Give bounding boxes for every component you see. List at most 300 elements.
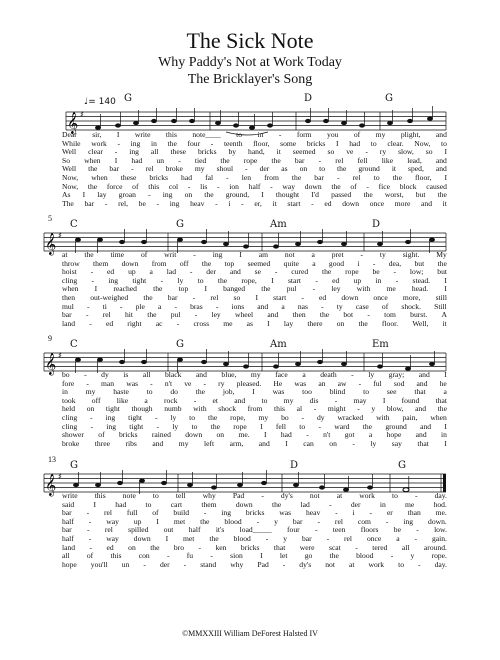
lyric-syllable: -	[90, 421, 93, 431]
lyric-syllable: when	[62, 284, 79, 294]
lyric-syllable: A	[441, 310, 447, 320]
lyric-syllable: -	[160, 275, 164, 285]
lyric-syllable: be	[372, 267, 380, 277]
lyric-syllable: said	[62, 499, 75, 509]
lyric-syllable: be	[138, 198, 146, 208]
lyric-syllable: -	[86, 301, 90, 311]
lyric-syllable: sped,	[408, 164, 424, 174]
lyric-syllable: ac	[155, 318, 163, 328]
lyric-syllable: -	[390, 551, 394, 561]
lyric-syllable: is	[123, 370, 129, 379]
chord-label: Am	[270, 339, 287, 350]
lyric-syllable: that	[273, 542, 286, 552]
lyric-syllable: shock	[218, 404, 237, 414]
lyric-syllable: -	[183, 559, 187, 569]
lyric-syllable: write	[134, 130, 151, 139]
lyric-syllable: bo	[62, 370, 70, 379]
sharp-icon: ♯	[58, 231, 62, 240]
lyric-syllable: to	[189, 412, 196, 422]
lyric-syllable: a	[157, 301, 162, 311]
lyric-syllable: the	[153, 284, 163, 294]
lyric-syllable: Well,	[412, 318, 429, 328]
lyric-syllable: rope,	[230, 412, 246, 422]
lyric-syllable: the	[217, 275, 228, 285]
lyric-syllable: er,	[254, 198, 262, 208]
lyric-syllable: by	[228, 147, 237, 157]
lyric-syllable: it	[276, 147, 281, 157]
lyric-syllable: once	[369, 198, 385, 208]
lyric-syllable: cling	[62, 412, 78, 422]
lyric-syllable: down	[185, 430, 203, 440]
lyric-syllable: was	[126, 378, 139, 388]
lyric-syllable: block	[399, 181, 417, 191]
lyric-syllable: tight	[128, 412, 143, 422]
lyric-syllable: y	[410, 551, 415, 561]
lyric-syllable: the	[167, 138, 177, 148]
lyric-syllable: gain.	[431, 533, 447, 543]
lyric-syllable: blind	[329, 387, 346, 397]
lyric-syllable: blood	[233, 533, 251, 543]
lyric-syllable: bricks	[118, 430, 138, 440]
lyric-syllable: the	[271, 155, 281, 165]
lyric-syllable: ing	[212, 250, 223, 259]
lyric-syllable: rope	[345, 267, 359, 277]
lyric-syllable: aw	[337, 378, 347, 388]
lyric-syllable: un	[121, 559, 130, 569]
lyric-syllable: ley	[211, 310, 221, 320]
lyric-syllable: shower	[62, 430, 84, 440]
lyric-syllable: me	[405, 499, 415, 509]
lyric-syllable: -	[88, 533, 92, 543]
lyric-syllable: -	[154, 412, 158, 422]
lyric-syllable: rope.	[431, 551, 447, 561]
lyric-syllable: -	[150, 378, 153, 388]
lyric-syllable: -	[358, 378, 362, 388]
lyric-syllable: ly	[170, 412, 177, 422]
lyric-syllable: -	[131, 164, 134, 174]
lyric-syllable: start	[287, 198, 301, 208]
lyric-syllable: wheel	[234, 310, 254, 320]
lyric-syllable: and	[257, 301, 269, 311]
lyric-syllable: start	[287, 275, 302, 285]
lyric-syllable: this	[110, 551, 122, 561]
lyric-syllable: bras	[190, 301, 203, 311]
lyric-syllable: -	[315, 275, 318, 285]
lyric-syllable: fell	[357, 155, 368, 165]
lyric-syllable: quite	[283, 258, 299, 268]
chord-label: G	[70, 460, 78, 471]
lyric-syllable: Now,	[414, 138, 431, 148]
lyric-syllable: up	[133, 516, 142, 526]
lyric-syllable: were	[299, 542, 315, 552]
lyric-syllable: -	[210, 551, 213, 561]
lyric-syllable: -	[372, 258, 376, 268]
lyric-syllable: right	[127, 318, 142, 328]
lyric-syllable: So	[62, 155, 71, 165]
lyric-syllable: groan	[118, 190, 136, 200]
lyric-syllable: floor,	[415, 172, 432, 182]
lyric-syllable: bricks	[245, 508, 265, 518]
song-subtitle-2: The Bricklayer's Song	[187, 72, 313, 87]
lyric-syllable: that	[414, 387, 426, 397]
lyric-syllable: -	[87, 525, 90, 535]
lyric-syllable: down	[235, 499, 253, 509]
lyric-syllable: dis	[309, 395, 319, 405]
lyric-syllable: -	[90, 267, 94, 277]
lyric-syllable: the	[363, 190, 373, 200]
lyric-syllable: so	[327, 147, 335, 157]
lyric-syllable: I	[444, 438, 447, 448]
lyric-syllable: len	[241, 172, 252, 182]
chord-label: G	[176, 219, 184, 230]
lyrics-block-3	[62, 371, 447, 448]
lyric-syllable: you	[327, 130, 339, 139]
lyric-syllable: my	[258, 412, 269, 422]
lyric-syllable: the	[291, 172, 302, 182]
lyric-syllable: a	[302, 370, 306, 379]
lyric-syllable: of	[86, 551, 94, 561]
lyric-syllable: work	[91, 138, 107, 148]
lyric-syllable: it	[442, 318, 447, 328]
lyric-syllable: held	[62, 404, 76, 414]
lyric-syllable: the	[437, 404, 447, 414]
lyric-syllable: up	[128, 267, 136, 277]
lyric-syllable: -	[89, 318, 92, 328]
lyric-syllable: hoist	[62, 267, 77, 277]
lyric-syllable: I	[444, 421, 447, 431]
lyric-syllable: con	[138, 551, 150, 561]
lyric-syllable: the	[220, 155, 230, 165]
lyric-syllable: a	[144, 395, 148, 405]
lyric-syllable: when	[430, 412, 447, 422]
lyric-syllable: blow,	[386, 404, 404, 414]
lyric-syllable: me	[223, 318, 233, 328]
lyric-syllable: shoul	[216, 164, 234, 174]
lyric-syllable: -	[198, 542, 202, 552]
lyric-syllable: -	[84, 370, 87, 379]
lyric-syllable: and	[435, 155, 447, 165]
lyric-syllable: had	[181, 172, 193, 182]
lyric-syllable: the	[331, 181, 341, 191]
lyric-syllable: of	[353, 130, 361, 139]
lyric-syllable: I	[82, 190, 86, 200]
lyric-syllable: nas	[297, 301, 308, 311]
lyric-syllable: got	[344, 430, 355, 440]
lyric-syllable: he	[439, 378, 447, 388]
lyric-syllable: -	[351, 370, 354, 379]
lyric-syllable: -	[91, 275, 95, 285]
lyric-syllable: top	[224, 258, 235, 268]
lyric-syllable: sion	[230, 551, 243, 561]
lyric-syllable: like	[381, 155, 394, 165]
lyric-syllable: off	[91, 395, 101, 405]
lyric-syllable: was	[272, 387, 285, 397]
lyric-syllable: land	[62, 318, 76, 328]
lyric-syllable: -	[365, 147, 368, 157]
lyric-syllable: and	[416, 378, 428, 388]
lyric-syllable: day.	[434, 559, 447, 569]
lyric-syllable: haste	[113, 387, 129, 397]
lyric-syllable: to	[363, 387, 370, 397]
lyric-syllable: -	[352, 438, 355, 448]
lyric-syllable: der	[206, 267, 216, 277]
chord-label: D	[372, 219, 381, 230]
lyric-syllable: banged	[223, 284, 246, 294]
lyric-syllable: down	[342, 198, 360, 208]
lyric-syllable: lad	[300, 499, 310, 509]
lyric-syllable: ing	[130, 138, 141, 148]
lyric-syllable: not	[325, 559, 335, 569]
lyric-syllable: at	[348, 559, 355, 569]
lyric-syllable: ing	[105, 412, 116, 422]
lyric-syllable: -	[85, 310, 89, 320]
lyric-syllable: bro	[173, 542, 185, 552]
lyric-syllable: time	[110, 250, 125, 259]
lyrics-block-1	[62, 131, 447, 208]
lyric-syllable: why	[202, 491, 216, 500]
lyric-syllable: I	[260, 551, 263, 561]
lyric-syllable: the	[88, 164, 98, 174]
lyric-syllable: I	[267, 318, 270, 328]
lyric-syllable: ing	[221, 508, 232, 518]
chord-label: D	[290, 460, 299, 471]
lyric-syllable: out	[163, 525, 174, 535]
lyric-syllable: burst.	[410, 310, 428, 320]
chord-label: G	[176, 339, 184, 350]
lyric-syllable: work	[359, 491, 375, 500]
lyric-syllable: -	[395, 275, 399, 285]
lyric-syllable: my	[178, 438, 189, 448]
lyric-syllable: rope	[243, 155, 258, 165]
lyric-syllable: pul	[286, 284, 297, 294]
lyric-syllable: low;	[409, 267, 424, 277]
lyric-syllable: to	[391, 491, 398, 500]
lyric-syllable: ward	[334, 421, 350, 431]
lyric-syllable: do	[170, 387, 178, 397]
lyric-syllable: this	[148, 181, 160, 191]
lyric-syllable: met	[183, 533, 195, 543]
lyric-syllable: ground,	[225, 190, 250, 200]
lyric-syllable: -	[314, 525, 318, 535]
lyric-syllable: and	[415, 430, 427, 440]
lyric-syllable: why	[230, 559, 244, 569]
chord-label: Am	[270, 219, 287, 230]
lyric-syllable: once	[366, 533, 382, 543]
lyric-syllable: -	[88, 516, 92, 526]
lyric-syllable: in	[62, 387, 68, 397]
lyric-syllable: out-weighed	[90, 292, 129, 302]
lyric-syllable: tom	[384, 310, 396, 320]
lyric-syllable: ing	[129, 147, 139, 157]
lyric-syllable: hand,	[248, 147, 265, 157]
lyric-syllable: He	[273, 378, 283, 388]
lyric-syllable: fal	[205, 172, 214, 182]
lyric-syllable: go	[304, 551, 313, 561]
lyric-syllable: hope	[386, 430, 402, 440]
lyric-syllable: ribs	[125, 438, 137, 448]
lyric-syllable: -	[117, 138, 120, 148]
lyric-syllable: found	[401, 395, 420, 405]
lyric-syllable: around.	[423, 542, 447, 552]
lyric-syllable: pul	[170, 310, 181, 320]
lyric-syllable: be	[393, 525, 401, 535]
lyric-line	[62, 440, 447, 449]
lyric-syllable: the	[261, 284, 271, 294]
lyric-syllable: dy	[316, 412, 325, 422]
lyric-syllable: rock	[164, 395, 178, 405]
lyric-syllable: job,	[222, 387, 235, 397]
lyric-syllable: -	[156, 198, 160, 208]
lyric-syllable: I	[271, 275, 274, 285]
lyric-syllable: ed	[332, 275, 340, 285]
treble-clef-icon: 𝄞	[45, 474, 57, 496]
lyric-syllable: met	[173, 516, 186, 526]
lyric-syllable: ly	[370, 438, 377, 448]
lyric-syllable: man	[101, 378, 115, 388]
lyric-syllable: though	[131, 404, 153, 414]
lyric-syllable: slow,	[398, 147, 414, 157]
lyric-syllable: these	[170, 147, 187, 157]
lyric-syllable: I	[116, 130, 120, 139]
lyric-syllable: as	[246, 318, 253, 328]
lyric-syllable: ve	[184, 378, 192, 388]
lyric-syllable: dea,	[388, 258, 402, 268]
lyric-syllable: clear.	[387, 138, 404, 148]
lyric-syllable: y	[371, 404, 376, 414]
lyric-syllable: -	[334, 395, 338, 405]
lyric-syllable: -	[306, 430, 309, 440]
lyric-syllable: it's	[215, 525, 225, 535]
lyric-syllable: -	[241, 198, 244, 208]
lyric-syllable: -	[393, 267, 397, 277]
lyric-syllable: when	[84, 155, 101, 165]
lyric-syllable: -	[318, 155, 322, 165]
treble-clef-icon: 𝄞	[45, 233, 57, 255]
lyric-syllable: rel	[210, 292, 219, 302]
lyric-syllable: build	[173, 508, 190, 518]
lyric-syllable: -	[414, 491, 418, 500]
lyric-syllable: with	[376, 412, 390, 422]
lyric-syllable: -	[329, 499, 332, 509]
lyric-line	[62, 561, 447, 570]
lyric-syllable: the	[362, 421, 373, 431]
lyric-syllable: I	[444, 172, 447, 182]
lyric-syllable: I	[204, 284, 207, 294]
lyric-syllable: Pad	[232, 491, 245, 500]
lyric-syllable: the	[84, 250, 94, 259]
lyric-syllable: them	[201, 499, 217, 509]
lyric-syllable: of	[350, 181, 357, 191]
lyric-syllable: ing	[169, 198, 180, 208]
lyric-syllable: a	[312, 258, 316, 268]
chord-label: G	[124, 93, 132, 104]
lyric-syllable: cart	[170, 499, 183, 509]
lyric-syllable: I	[94, 284, 98, 294]
lyric-syllable: say	[391, 438, 402, 448]
lyric-syllable: my	[375, 130, 386, 139]
lyric-syllable: to	[373, 172, 380, 182]
lyric-syllable: plight,	[400, 130, 421, 139]
lyric-syllable: this	[274, 404, 286, 414]
lyric-syllable: my	[194, 164, 205, 174]
lyric-syllable: land	[62, 542, 76, 552]
lyric-syllable: y	[283, 533, 288, 543]
lyric-syllable: ground	[358, 164, 380, 174]
lyric-syllable: -	[367, 310, 370, 320]
lyric-syllable: to	[197, 275, 204, 285]
lyric-syllable: -	[178, 155, 181, 165]
lyric-syllable: pret	[331, 250, 344, 259]
lyric-syllable: ed	[105, 318, 114, 328]
lyric-syllable: fu	[186, 551, 194, 561]
lyric-syllable: ing	[106, 421, 116, 431]
lyric-syllable: arm,	[229, 438, 244, 448]
treble-clef-icon: 𝄞	[67, 112, 79, 134]
lyric-syllable: ing	[403, 516, 414, 526]
lyric-syllable: passed	[331, 190, 352, 200]
lyric-syllable: the	[271, 499, 282, 509]
lyric-syllable: the	[147, 310, 157, 320]
lyric-syllable: down	[133, 533, 151, 543]
lyric-syllable: -	[261, 491, 264, 500]
lyric-line	[62, 431, 447, 440]
lyric-syllable: rope,	[241, 275, 257, 285]
lyric-syllable: it	[391, 164, 397, 174]
lyric-syllable: this	[94, 491, 106, 500]
lyric-syllable: der	[350, 499, 361, 509]
lyric-syllable: once	[373, 292, 388, 302]
lyric-syllable: on	[216, 430, 225, 440]
lyric-syllable: half	[62, 516, 74, 526]
lyric-syllable: reached	[113, 284, 137, 294]
lyric-syllable: -	[148, 190, 151, 200]
lyric-syllable: the	[337, 164, 347, 174]
lyric-syllable: and	[415, 404, 427, 414]
lyric-syllable: all	[62, 551, 70, 561]
lyric-syllable: -	[369, 508, 373, 518]
lyric-syllable: tell	[175, 491, 186, 500]
lyric-syllable: case	[355, 301, 369, 311]
lyric-syllable: hod.	[433, 499, 447, 509]
lyric-syllable: bar	[84, 198, 95, 208]
lyric-syllable: bricks	[306, 138, 326, 148]
lyric-syllable: the	[329, 551, 339, 561]
lyric-syllable: mul	[62, 301, 74, 311]
lyric-syllable: like	[116, 395, 129, 405]
lyric-syllable: tight	[132, 275, 147, 285]
lyric-syllable: bricks	[197, 147, 217, 157]
lyric-syllable: -	[166, 551, 170, 561]
lyric-syllable: -	[357, 404, 360, 414]
lyric-syllable: note	[122, 491, 136, 500]
lyric-syllable: heav	[190, 198, 205, 208]
lyric-syllable: rope	[233, 421, 247, 431]
lyric-syllable: ple	[135, 301, 145, 311]
lyric-syllable: bar	[301, 533, 312, 543]
sharp-icon: ♯	[58, 472, 62, 481]
lyric-syllable: -	[203, 378, 207, 388]
lyric-syllable: n't	[164, 378, 173, 388]
lyric-syllable: top	[178, 284, 189, 294]
lyric-syllable: floors	[360, 525, 379, 535]
lyric-syllable: a	[443, 387, 447, 397]
lyric-syllable: ed	[324, 198, 332, 208]
lyric-syllable: am	[258, 250, 269, 259]
lyric-syllable: not	[284, 250, 295, 259]
lyric-line	[62, 157, 447, 166]
lyric-syllable: on	[86, 404, 95, 414]
lyric-syllable: it	[442, 198, 447, 208]
